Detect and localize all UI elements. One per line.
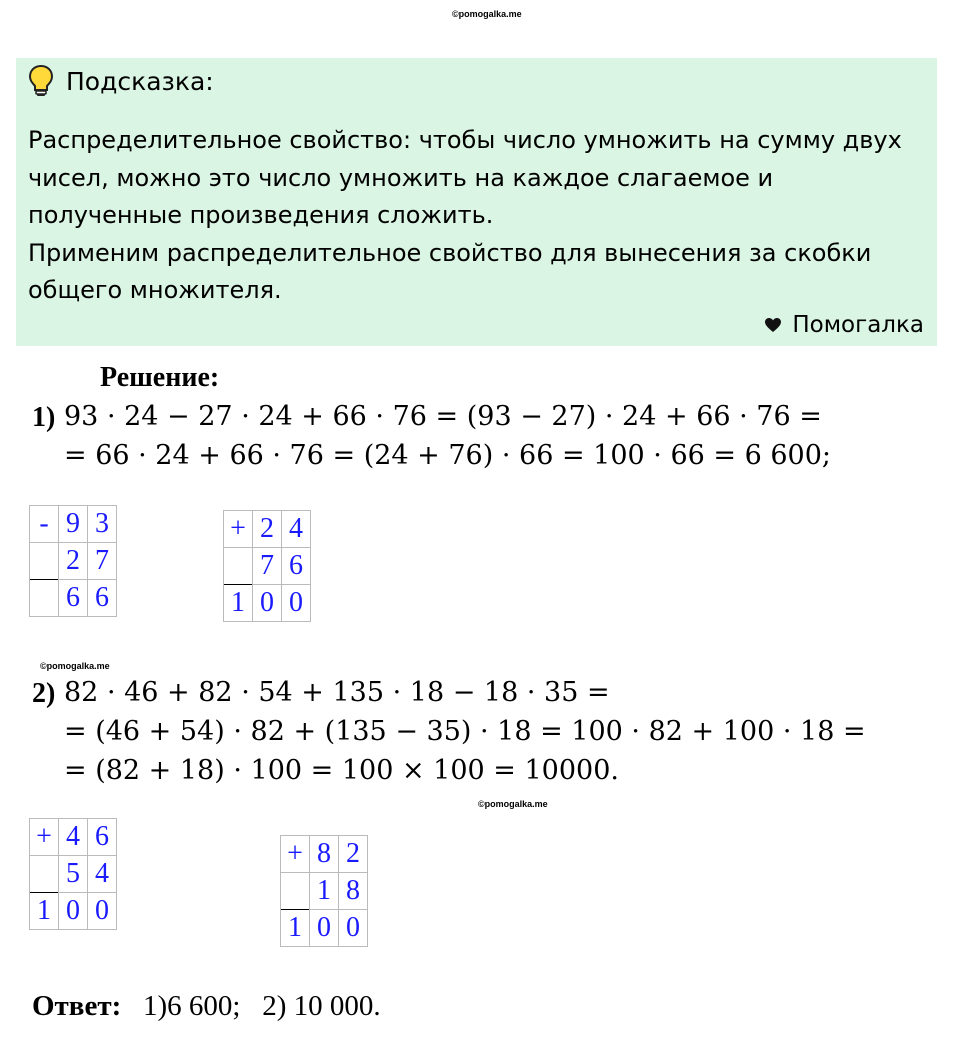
brand-name: Помогалка xyxy=(792,312,924,338)
answer-label: Ответ: xyxy=(32,990,122,1022)
column-addition-46-54 xyxy=(29,818,117,930)
solution-title: Решение: xyxy=(100,362,220,393)
digit: 3 xyxy=(88,506,117,543)
hint-line: полученные произведения сложить. xyxy=(28,201,494,229)
digit: 0 xyxy=(339,910,368,947)
part1-number: 1) xyxy=(32,402,56,433)
digit: 8 xyxy=(310,836,339,873)
hint-line: Распределительное свойство: чтобы число умножить на сумму двух xyxy=(28,126,902,154)
digit: 4 xyxy=(282,511,311,548)
answer-text: 1)6 600; 2) 10 000. xyxy=(121,990,381,1022)
digit: 2 xyxy=(59,543,88,580)
hint-text xyxy=(28,122,923,310)
digit: 6 xyxy=(59,580,88,617)
lightbulb-icon xyxy=(28,64,54,98)
digit: 7 xyxy=(253,548,282,585)
column-subtraction-93-27 xyxy=(29,505,117,617)
heart-icon xyxy=(764,317,782,333)
digit: 9 xyxy=(59,506,88,543)
digit: 0 xyxy=(282,585,311,622)
column-addition-82-18 xyxy=(280,835,368,947)
digit: 0 xyxy=(88,893,117,930)
watermark-middle: ©pomogalka.me xyxy=(40,661,110,671)
digit: 1 xyxy=(310,873,339,910)
digit: 1 xyxy=(281,910,310,947)
digit xyxy=(281,873,310,910)
digit: 4 xyxy=(59,819,88,856)
digit xyxy=(30,856,59,893)
watermark-lower: ©pomogalka.me xyxy=(478,799,548,809)
digit: 4 xyxy=(88,856,117,893)
hint-header xyxy=(28,64,214,98)
digit: 2 xyxy=(339,836,368,873)
operator-minus: - xyxy=(30,506,59,543)
digit: 6 xyxy=(88,580,117,617)
digit: 7 xyxy=(88,543,117,580)
watermark-top: ©pomogalka.me xyxy=(452,9,522,19)
hint-title: Подсказка: xyxy=(66,66,214,96)
part1-line1: 93 · 24 − 27 · 24 + 66 · 76 = (93 − 27) · 24 + 66 · 76 = xyxy=(64,401,822,432)
hint-line: чисел, можно это число умножить на каждое слагаемое и xyxy=(28,163,774,192)
part1-line2: = 66 · 24 + 66 · 76 = (24 + 76) · 66 = 100 · 66 = 6 600; xyxy=(64,440,831,471)
digit: 0 xyxy=(59,893,88,930)
part2-number: 2) xyxy=(32,678,56,709)
digit xyxy=(30,543,59,580)
digit: 1 xyxy=(30,893,59,930)
operator-plus: + xyxy=(30,819,59,856)
digit: 1 xyxy=(224,585,253,622)
digit xyxy=(224,548,253,585)
digit: 8 xyxy=(339,873,368,910)
digit xyxy=(30,580,59,617)
digit: 6 xyxy=(88,819,117,856)
digit: 2 xyxy=(253,511,282,548)
operator-plus: + xyxy=(224,511,253,548)
hint-line: общего множителя. xyxy=(28,276,282,304)
part2-line1: 82 · 46 + 82 · 54 + 135 · 18 − 18 · 35 = xyxy=(64,677,610,708)
hint-line: Применим распределительное свойство для вынесения за скобки xyxy=(28,238,872,267)
answer-line xyxy=(32,990,381,1023)
digit: 5 xyxy=(59,856,88,893)
digit: 0 xyxy=(253,585,282,622)
brand-signature xyxy=(764,312,924,338)
part2-line3: = (82 + 18) · 100 = 100 × 100 = 10000. xyxy=(64,755,619,786)
column-addition-24-76 xyxy=(223,510,311,622)
operator-plus: + xyxy=(281,836,310,873)
digit: 0 xyxy=(310,910,339,947)
digit: 6 xyxy=(282,548,311,585)
part2-line2: = (46 + 54) · 82 + (135 − 35) · 18 = 100 · 82 + 100 · 18 = xyxy=(64,716,866,747)
